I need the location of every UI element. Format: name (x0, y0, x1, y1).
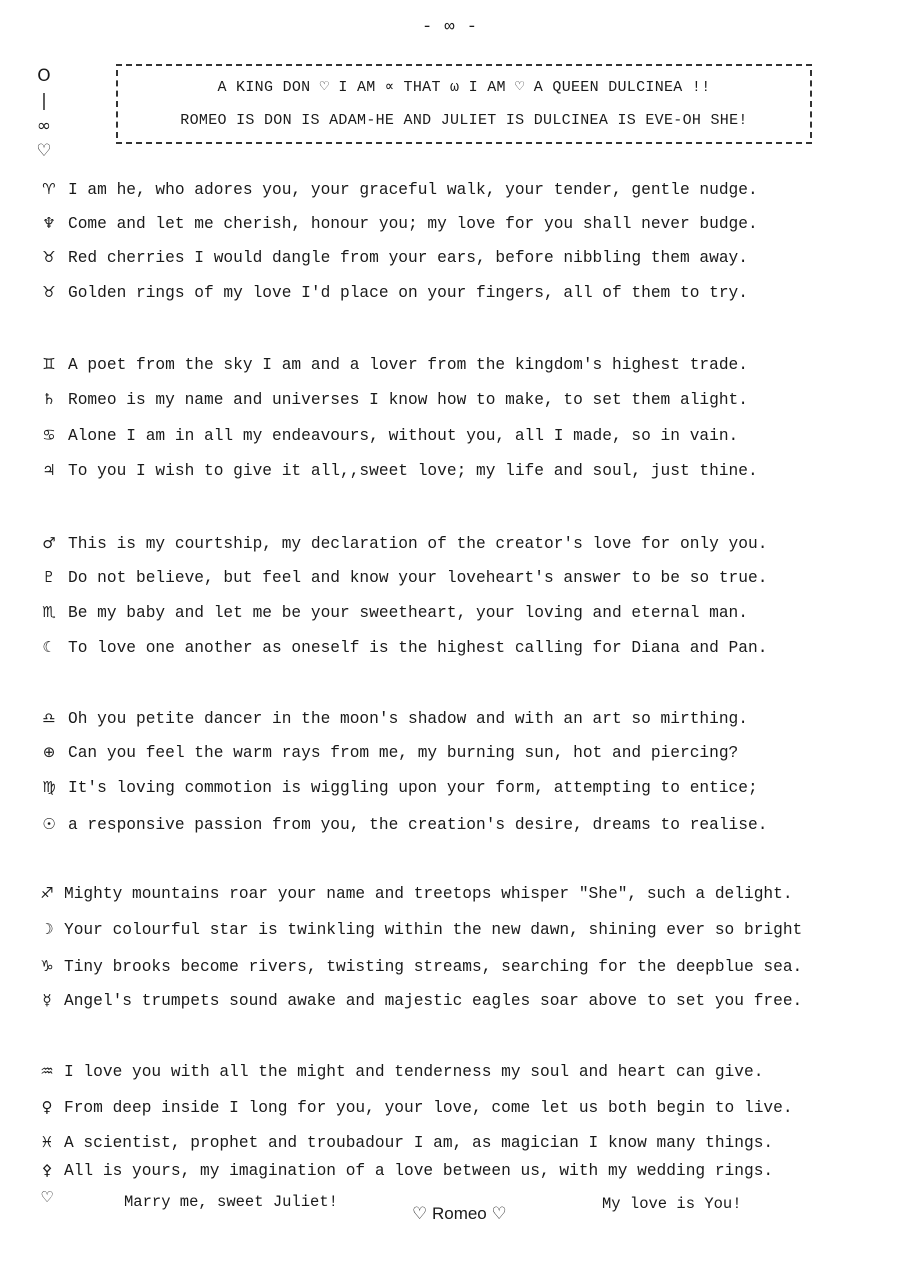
zodiac-glyph-icon: ♉ (42, 283, 56, 301)
verse-line (30, 991, 890, 1010)
zodiac-glyph-icon: ⚴ (41, 1161, 53, 1179)
verse-text: Mighty mountains roar your name and treetops whisper "She", such a delight. (64, 885, 793, 903)
zodiac-glyph-icon: ☽ (40, 920, 54, 938)
verse-text: Be my baby and let me be your sweetheart, your loving and eternal man. (68, 604, 748, 622)
zodiac-glyph-icon: ♍ (42, 778, 56, 796)
side-glyph-bar: | (41, 91, 47, 111)
verse-text: Alone I am in all my endeavours, without you, all I made, so in vain. (68, 427, 739, 445)
zodiac-glyph-icon: ♊ (42, 355, 56, 373)
verse-text: To you I wish to give it all,,sweet love; my life and soul, just thine. (68, 462, 758, 480)
verse-text: Do not believe, but feel and know your loveheart's answer to be so true. (68, 569, 768, 587)
closing-right: My love is You! (602, 1195, 742, 1213)
verse-line (30, 426, 890, 445)
verse-text: This is my courtship, my declaration of the creator's love for only you. (68, 535, 768, 553)
header-line-2: ROMEO IS DON IS ADAM-HE AND JULIET IS DULCINEA IS EVE-OH SHE! (180, 112, 748, 129)
zodiac-glyph-icon: ♂ (42, 534, 56, 552)
verse-line (30, 283, 890, 302)
verse-text: Angel's trumpets sound awake and majestic eagles soar above to set you free. (64, 992, 803, 1010)
verse-text: Tiny brooks become rivers, twisting streams, searching for the deepblue sea. (64, 958, 803, 976)
zodiac-glyph-icon: ♇ (42, 568, 56, 586)
zodiac-glyph-icon: ☿ (42, 991, 52, 1009)
zodiac-glyph-icon: ♒ (40, 1062, 54, 1080)
zodiac-glyph-icon: ☉ (42, 815, 56, 833)
verse-line (30, 568, 890, 587)
header-box (116, 64, 812, 144)
verse-line (30, 957, 890, 976)
side-glyph-infinity: ∞ (36, 116, 52, 136)
zodiac-glyph-icon: ♀ (41, 1098, 53, 1116)
verse-text: Oh you petite dancer in the moon's shadow and with an art so mirthing. (68, 710, 748, 728)
verse-text: Come and let me cherish, honour you; my love for you shall never budge. (68, 215, 758, 233)
verse-text: From deep inside I long for you, your love, come let us both begin to live. (64, 1099, 793, 1117)
zodiac-glyph-icon: ♉ (42, 248, 56, 266)
zodiac-glyph-icon: ♑ (40, 957, 54, 975)
zodiac-glyph-icon: ♋ (42, 426, 56, 444)
verse-line (30, 778, 890, 797)
zodiac-glyph-icon: ♄ (42, 390, 56, 408)
zodiac-glyph-icon: ♆ (42, 214, 56, 232)
verse-text: Red cherries I would dangle from your ears, before nibbling them away. (68, 249, 748, 267)
zodiac-glyph-icon: ⊕ (42, 743, 56, 761)
verse-text: Romeo is my name and universes I know how to make, to set them alight. (68, 391, 748, 409)
zodiac-glyph-icon: ♐ (40, 884, 54, 902)
side-glyph-column (34, 64, 54, 164)
verse-text: A poet from the sky I am and a lover from the kingdom's highest trade. (68, 356, 748, 374)
verse-line (30, 884, 890, 903)
zodiac-glyph-icon: ♎ (42, 709, 56, 727)
verse-line (30, 743, 890, 762)
verse-line (30, 390, 890, 409)
verse-line (30, 1161, 890, 1180)
verse-line (30, 709, 890, 728)
verse-line (30, 1098, 890, 1117)
zodiac-glyph-icon: ☾ (42, 638, 56, 656)
verse-line (30, 461, 890, 480)
verse-line (30, 355, 890, 374)
verse-text: A scientist, prophet and troubadour I am, as magician I know many things. (64, 1134, 774, 1152)
zodiac-glyph-icon: ♈ (42, 180, 56, 198)
verse-line (30, 815, 890, 834)
verse-line (30, 638, 890, 657)
verse-text: All is yours, my imagination of a love between us, with my wedding rings. (64, 1162, 774, 1180)
side-glyph-o: O (37, 66, 51, 86)
verse-line (30, 920, 890, 939)
verse-text: Can you feel the warm rays from me, my burning sun, hot and piercing? (68, 744, 739, 762)
signature: ♡ Romeo ♡ (412, 1204, 507, 1223)
zodiac-glyph-icon: ♏ (42, 603, 56, 621)
page-number: - ∞ - (421, 18, 478, 37)
closing-left: Marry me, sweet Juliet! (124, 1193, 338, 1211)
verse-text: Your colourful star is twinkling within the new dawn, shining ever so bright (64, 921, 803, 939)
header-line-1: A KING DON ♡ I AM ∝ THAT ω I AM ♡ A QUEEN DULCINEA !! (217, 79, 711, 96)
verse-text: It's loving commotion is wiggling upon your form, attempting to entice; (68, 779, 758, 797)
zodiac-glyph-icon: ♃ (42, 461, 56, 479)
zodiac-glyph-icon: ♓ (40, 1133, 54, 1151)
verse-text: I love you with all the might and tenderness my soul and heart can give. (64, 1063, 764, 1081)
verse-text: Golden rings of my love I'd place on your fingers, all of them to try. (68, 284, 748, 302)
verse-line (30, 534, 890, 553)
heart-icon: ♡ (40, 1188, 54, 1206)
verse-line (30, 180, 890, 199)
verse-line (30, 214, 890, 233)
verse-text: To love one another as oneself is the highest calling for Diana and Pan. (68, 639, 768, 657)
side-glyph-heart-icon: ♡ (36, 141, 52, 161)
verse-text: I am he, who adores you, your graceful walk, your tender, gentle nudge. (68, 181, 758, 199)
verse-text: a responsive passion from you, the creation's desire, dreams to realise. (68, 816, 768, 834)
verse-line (30, 603, 890, 622)
verse-line (30, 1133, 890, 1152)
verse-line (30, 248, 890, 267)
verse-line (30, 1062, 890, 1081)
